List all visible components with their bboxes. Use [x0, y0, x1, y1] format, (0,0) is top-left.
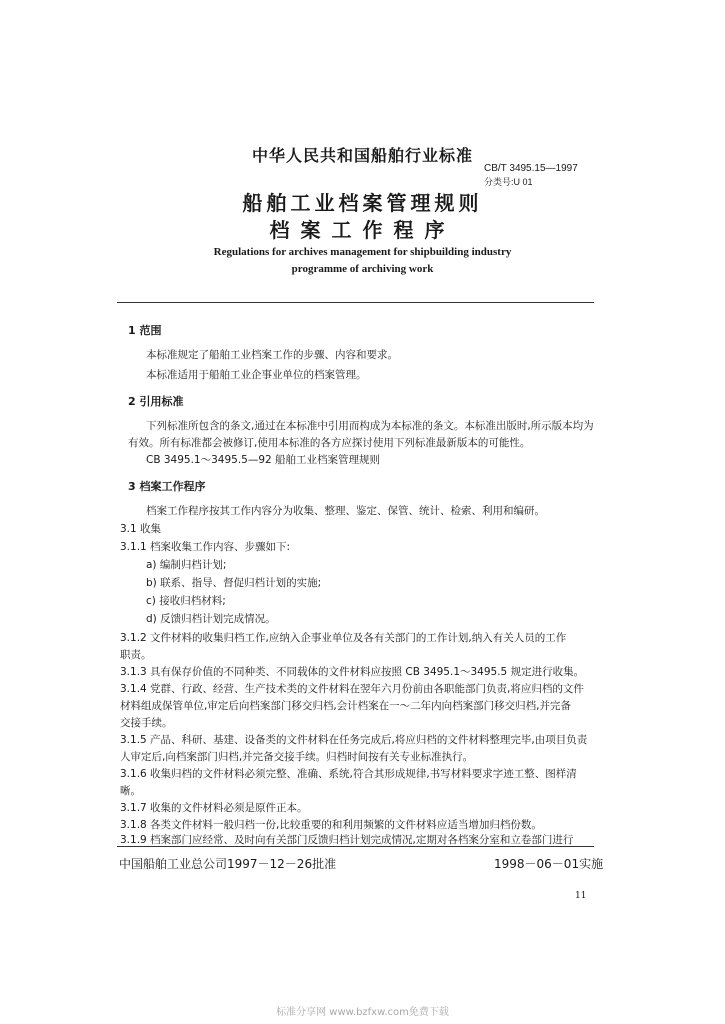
document-title: 船舶工业档案管理规则	[242, 191, 483, 215]
clause-3-1-4: 3.1.4 党群、行政、经营、生产技术类的文件材料在翌年六月份前由各职能部门负责,将应归档的文件	[120, 683, 584, 695]
section-1-heading: 1 范围	[128, 324, 162, 337]
clause-3-1-9: 3.1.9 档案部门应经常、及时向有关部门反馈归档计划完成情况,定期对各档案分室和立卷部门进行	[120, 834, 574, 846]
clause-3-1-6: 3.1.6 收集归档的文件材料必须完整、准确、系统,符合其形成规律,书写材料要求字迹工整、图样清	[120, 768, 577, 780]
list-item-c: c) 接收归档材料;	[146, 595, 226, 607]
clause-3-1-4-cont: 交接手续。	[120, 717, 173, 729]
header-divider	[117, 302, 594, 303]
page-number: 11	[575, 891, 587, 901]
clause-3-1: 3.1 收集	[120, 523, 162, 535]
clause-3-1-1: 3.1.1 档案收集工作内容、步骤如下:	[120, 541, 291, 553]
implementation-date: 1998－06－01实施	[494, 857, 604, 871]
classification-number: 分类号:U 01	[484, 177, 533, 187]
clause-3-1-2-cont: 职责。	[120, 649, 152, 661]
clause-3-1-4-cont: 材料组成保管单位,审定后向档案部门移交归档,会计档案在一～二年内向档案部门移交归档,并完备	[120, 700, 572, 712]
clause-3-1-5-cont: 人审定后,向档案部门归档,并完备交接手续。归档时间按有关专业标准执行。	[120, 751, 474, 763]
section-2-paragraph: 有效。所有标准都会被修订,使用本标准的各方应探讨使用下列标准最新版本的可能性。	[128, 437, 531, 449]
clause-3-1-6-cont: 晰。	[120, 785, 141, 797]
footer-divider	[117, 846, 594, 847]
section-1-paragraph: 本标准规定了船舶工业档案工作的步骤、内容和要求。	[146, 349, 398, 361]
clause-3-1-7: 3.1.7 收集的文件材料必须是原件正本。	[120, 802, 308, 814]
section-3-intro: 档案工作程序按其工作内容分为收集、整理、鉴定、保管、统计、检索、利用和编研。	[146, 505, 545, 517]
section-3-heading: 3 档案工作程序	[128, 480, 206, 493]
clause-3-1-3: 3.1.3 具有保存价值的不同种类、不同载体的文件材料应按照 CB 3495.1～3495.5 规定进行收集。	[120, 666, 585, 678]
list-item-a: a) 编制归档计划;	[146, 559, 227, 571]
standard-category-title: 中华人民共和国船舶行业标准	[251, 146, 473, 165]
section-2-paragraph: 下列标准所包含的条文,通过在本标准中引用而构成为本标准的条文。本标准出版时,所示版本均为	[146, 420, 594, 432]
document-subtitle: 档案工作程序	[269, 218, 456, 242]
english-title-line2: programme of archiving work	[291, 263, 434, 275]
approval-date: 中国船舶工业总公司1997－12－26批准	[119, 857, 337, 871]
section-2-heading: 2 引用标准	[128, 395, 184, 408]
english-title-line1: Regulations for archives management for shipbuilding industry	[213, 246, 512, 258]
list-item-b: b) 联系、指导、督促归档计划的实施;	[146, 577, 322, 589]
watermark: 标准分享网 www.bzfxw.com免费下载	[276, 1007, 449, 1018]
clause-3-1-5: 3.1.5 产品、科研、基建、设备类的文件材料在任务完成后,将应归档的文件材料整理完毕,由项目负责	[120, 734, 588, 746]
clause-3-1-2: 3.1.2 文件材料的收集归档工作,应纳入企事业单位及各有关部门的工作计划,纳入有关人员的工作	[120, 632, 567, 644]
standard-code: CB/T 3495.15—1997	[484, 163, 578, 174]
section-2-reference: CB 3495.1～3495.5—92 船舶工业档案管理规则	[146, 454, 381, 466]
clause-3-1-8: 3.1.8 各类文件材料一般归档一份,比较重要的和利用频繁的文件材料应适当增加归档份数。	[120, 819, 542, 831]
section-1-paragraph: 本标准适用于船舶工业企事业单位的档案管理。	[146, 369, 367, 381]
list-item-d: d) 反馈归档计划完成情况。	[146, 613, 276, 625]
